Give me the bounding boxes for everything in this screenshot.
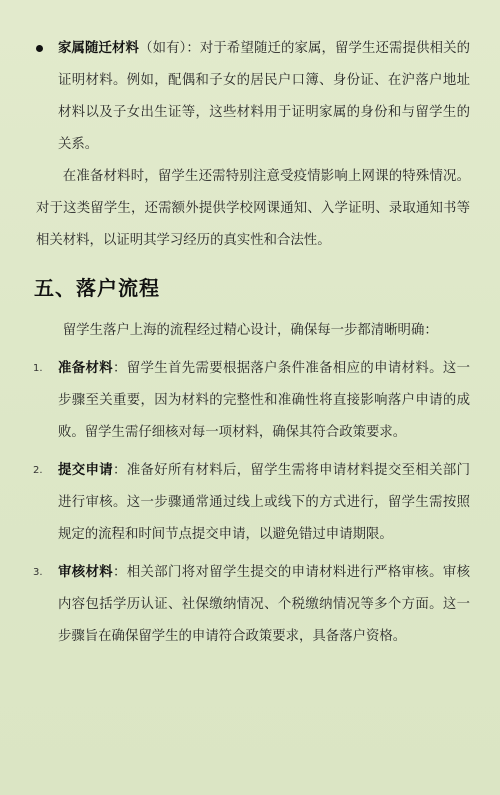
list-item-submit-application — [33, 455, 471, 551]
bullet-dot-icon — [36, 45, 43, 52]
list-item-prepare-materials — [33, 353, 471, 449]
list-item-title: 准备材料 — [58, 361, 113, 376]
list-item-title: 提交申请 — [58, 463, 113, 478]
list-item-title: 审核材料 — [58, 565, 113, 580]
bullet-lead: 家属随迁材料 — [58, 41, 140, 56]
note-paragraph: 在准备材料时，留学生还需特别注意受疫情影响上网课的特殊情况。对于这类留学生，还需额外提供学校网课通知、入学证明、录取通知书等相关材料，以证明其学习经历的真实性和合法性。 — [36, 169, 470, 248]
section-intro: 留学生落户上海的流程经过精心设计，确保每一步都清晰明确： — [62, 323, 438, 338]
list-item-review-materials — [33, 557, 471, 653]
list-item-text: ：留学生首先需要根据落户条件准备相应的申请材料。这一步骤至关重要，因为材料的完整性和准确性将直接影响落户申请的成败。留学生需仔细核对每一项材料，确保其符合政策要求。 — [58, 361, 471, 440]
list-item-text: ：准备好所有材料后，留学生需将申请材料提交至相关部门进行审核。这一步骤通常通过线上或线下的方式进行，留学生需按照规定的流程和时间节点提交申请，以避免错过申请期限。 — [58, 463, 471, 542]
bullet-item-family-materials — [36, 33, 470, 161]
list-number: 2. — [33, 465, 43, 476]
list-item-text: ：相关部门将对留学生提交的申请材料进行严格审核。审核内容包括学历认证、社保缴纳情况、个税缴纳情况等多个方面。这一步骤旨在确保留学生的申请符合政策要求，具备落户资格。 — [58, 565, 471, 644]
bullet-text: ：对于希望随迁的家属，留学生还需提供相关的证明材料。例如，配偶和子女的居民户口簿、身份证、在沪落户地址材料以及子女出生证等，这些材料用于证明家属的身份和与留学生的关系。 — [58, 41, 470, 152]
bullet-paren: （如有） — [139, 41, 187, 56]
list-number: 3. — [33, 567, 43, 578]
list-number: 1. — [33, 363, 43, 374]
section-heading: 五、落户流程 — [34, 276, 160, 300]
